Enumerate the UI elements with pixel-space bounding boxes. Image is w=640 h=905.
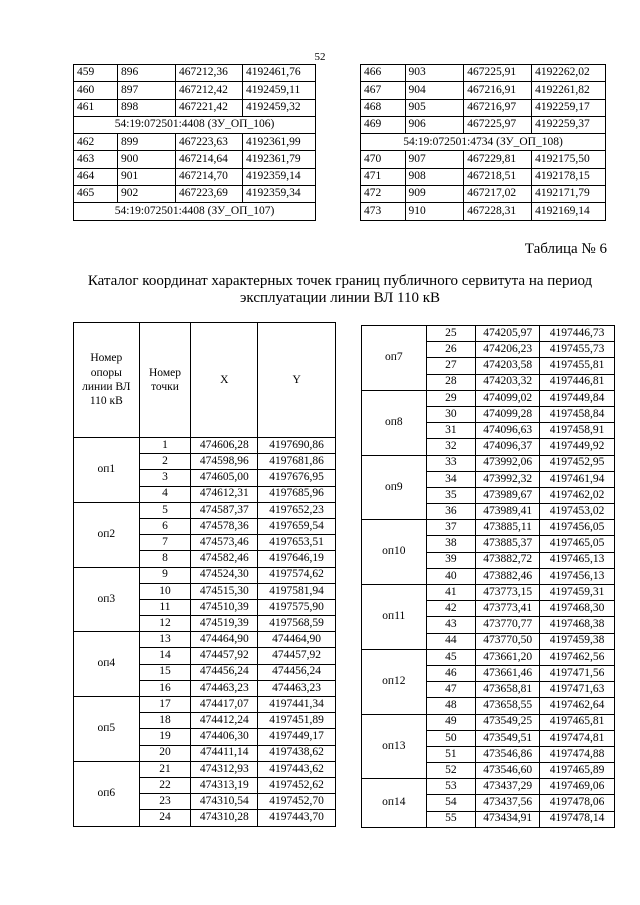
coordinate-row bbox=[361, 168, 606, 185]
support-name: оп8 bbox=[362, 390, 427, 455]
coordinate-row bbox=[361, 186, 606, 203]
coord-y: 4197676,95 bbox=[258, 470, 336, 486]
coord-y: 474457,92 bbox=[258, 648, 336, 664]
point-number: 6 bbox=[139, 518, 191, 534]
point-number: 14 bbox=[139, 648, 191, 664]
point-number: 45 bbox=[426, 649, 476, 665]
point-number: 899 bbox=[118, 134, 176, 151]
page-number: 52 bbox=[314, 51, 326, 63]
coordinate-row bbox=[74, 82, 316, 99]
row-index: 472 bbox=[361, 186, 406, 203]
point-number: 908 bbox=[405, 168, 464, 185]
support-name: оп9 bbox=[362, 455, 427, 520]
coord-y: 4192178,15 bbox=[532, 168, 606, 185]
coord-x: 473549,51 bbox=[476, 730, 540, 746]
coord-y: 4197441,34 bbox=[258, 697, 336, 713]
catalog-row bbox=[362, 779, 615, 795]
coord-y: 4192169,14 bbox=[532, 203, 606, 220]
point-number: 10 bbox=[139, 583, 191, 599]
coord-x: 473661,20 bbox=[476, 649, 540, 665]
coord-y: 474456,24 bbox=[258, 664, 336, 680]
coord-x: 467216,91 bbox=[464, 82, 532, 99]
coord-x: 473989,41 bbox=[476, 504, 540, 520]
row-index: 462 bbox=[74, 134, 118, 151]
coord-x: 474417,07 bbox=[191, 697, 258, 713]
point-number: 903 bbox=[405, 65, 464, 82]
coord-y: 4192361,79 bbox=[243, 151, 316, 168]
point-number: 897 bbox=[118, 82, 176, 99]
coord-y: 4197468,30 bbox=[540, 601, 615, 617]
point-number: 910 bbox=[405, 203, 464, 220]
coord-x: 467218,51 bbox=[464, 168, 532, 185]
support-name: оп1 bbox=[74, 438, 140, 503]
coord-x: 473882,72 bbox=[476, 552, 540, 568]
coord-x: 474203,32 bbox=[476, 374, 540, 390]
coord-y: 4192261,82 bbox=[532, 82, 606, 99]
coord-y: 4197465,81 bbox=[540, 714, 615, 730]
catalog-title-line2: эксплуатации линии ВЛ 110 кВ bbox=[239, 290, 440, 306]
point-number: 896 bbox=[118, 65, 176, 82]
coordinate-row bbox=[74, 99, 316, 116]
coord-y: 4197446,73 bbox=[540, 326, 615, 342]
coord-x: 474313,19 bbox=[191, 777, 258, 793]
header-point-number: Номер точки bbox=[139, 323, 191, 438]
coord-x: 473773,15 bbox=[476, 585, 540, 601]
top-right-table-body bbox=[361, 65, 606, 221]
cadastral-number: 54:19:072501:4408 (ЗУ_ОП_107) bbox=[74, 203, 316, 220]
point-number: 22 bbox=[139, 777, 191, 793]
coord-y: 4197446,81 bbox=[540, 374, 615, 390]
coord-x: 467229,81 bbox=[464, 151, 532, 168]
coord-y: 4197465,89 bbox=[540, 763, 615, 779]
coord-y: 4197653,51 bbox=[258, 535, 336, 551]
top-left-table-body bbox=[74, 65, 316, 221]
point-number: 3 bbox=[139, 470, 191, 486]
coord-y: 4197458,84 bbox=[540, 406, 615, 422]
coord-x: 473770,50 bbox=[476, 633, 540, 649]
point-number: 898 bbox=[118, 99, 176, 116]
point-number: 28 bbox=[426, 374, 476, 390]
support-name: оп2 bbox=[74, 502, 140, 567]
coord-y: 4197438,62 bbox=[258, 745, 336, 761]
coord-y: 4192459,32 bbox=[243, 99, 316, 116]
point-number: 55 bbox=[426, 811, 476, 827]
coord-x: 473992,06 bbox=[476, 455, 540, 471]
support-name: оп14 bbox=[362, 779, 427, 828]
catalog-row bbox=[362, 520, 615, 536]
coord-x: 473661,46 bbox=[476, 665, 540, 681]
point-number: 32 bbox=[426, 439, 476, 455]
coord-x: 473885,37 bbox=[476, 536, 540, 552]
coord-x: 474606,28 bbox=[191, 438, 258, 454]
coord-y: 4197461,94 bbox=[540, 471, 615, 487]
coord-y: 4197474,81 bbox=[540, 730, 615, 746]
coord-x: 474524,30 bbox=[191, 567, 258, 583]
coord-x: 474206,23 bbox=[476, 342, 540, 358]
catalog-row bbox=[74, 632, 336, 648]
catalog-row bbox=[74, 438, 336, 454]
coord-x: 473549,25 bbox=[476, 714, 540, 730]
support-name: оп11 bbox=[362, 585, 427, 650]
row-index: 470 bbox=[361, 151, 406, 168]
catalog-row bbox=[362, 326, 615, 342]
coord-y: 4197453,02 bbox=[540, 504, 615, 520]
coord-y: 4192359,34 bbox=[243, 186, 316, 203]
coord-x: 473992,32 bbox=[476, 471, 540, 487]
coord-x: 467216,97 bbox=[464, 99, 532, 116]
row-index: 466 bbox=[361, 65, 406, 82]
coord-x: 474463,23 bbox=[191, 680, 258, 696]
row-index: 473 bbox=[361, 203, 406, 220]
coord-x: 473658,81 bbox=[476, 682, 540, 698]
coord-x: 474411,14 bbox=[191, 745, 258, 761]
point-number: 23 bbox=[139, 794, 191, 810]
coord-y: 4197456,13 bbox=[540, 568, 615, 584]
coord-y: 4197574,62 bbox=[258, 567, 336, 583]
coord-x: 474406,30 bbox=[191, 729, 258, 745]
support-name: оп5 bbox=[74, 697, 140, 762]
point-number: 9 bbox=[139, 567, 191, 583]
coord-y: 4192359,14 bbox=[243, 168, 316, 185]
point-number: 36 bbox=[426, 504, 476, 520]
catalog-title-line1: Каталог координат характерных точек границ публичного сервитута на период bbox=[87, 273, 593, 289]
coord-x: 467223,63 bbox=[176, 134, 243, 151]
coord-y: 4197452,70 bbox=[258, 794, 336, 810]
coord-y: 4192361,99 bbox=[243, 134, 316, 151]
coord-y: 4197468,38 bbox=[540, 617, 615, 633]
coordinate-row bbox=[361, 116, 606, 133]
catalog-row bbox=[74, 761, 336, 777]
point-number: 20 bbox=[139, 745, 191, 761]
point-number: 30 bbox=[426, 406, 476, 422]
row-index: 461 bbox=[74, 99, 118, 116]
coord-y: 4197458,91 bbox=[540, 423, 615, 439]
coord-y: 4197478,06 bbox=[540, 795, 615, 811]
coordinate-row bbox=[74, 65, 316, 82]
coord-y: 4197459,31 bbox=[540, 585, 615, 601]
point-number: 35 bbox=[426, 487, 476, 503]
coord-y: 4197456,05 bbox=[540, 520, 615, 536]
point-number: 7 bbox=[139, 535, 191, 551]
coord-x: 467214,64 bbox=[176, 151, 243, 168]
point-number: 4 bbox=[139, 486, 191, 502]
coord-x: 473885,11 bbox=[476, 520, 540, 536]
support-name: оп12 bbox=[362, 649, 427, 714]
coord-x: 467225,91 bbox=[464, 65, 532, 82]
catalog-header-row bbox=[74, 323, 336, 438]
point-number: 34 bbox=[426, 471, 476, 487]
row-index: 467 bbox=[361, 82, 406, 99]
coord-x: 473546,60 bbox=[476, 763, 540, 779]
point-number: 33 bbox=[426, 455, 476, 471]
coord-x: 467225,97 bbox=[464, 116, 532, 133]
point-number: 19 bbox=[139, 729, 191, 745]
point-number: 40 bbox=[426, 568, 476, 584]
point-number: 38 bbox=[426, 536, 476, 552]
coord-y: 4192262,02 bbox=[532, 65, 606, 82]
coord-y: 4197581,94 bbox=[258, 583, 336, 599]
coord-y: 4197462,64 bbox=[540, 698, 615, 714]
coordinate-row bbox=[74, 151, 316, 168]
point-number: 37 bbox=[426, 520, 476, 536]
coord-x: 473434,91 bbox=[476, 811, 540, 827]
row-index: 464 bbox=[74, 168, 118, 185]
coord-x: 473437,29 bbox=[476, 779, 540, 795]
coord-y: 4197471,56 bbox=[540, 665, 615, 681]
coord-x: 474587,37 bbox=[191, 502, 258, 518]
coord-x: 467214,70 bbox=[176, 168, 243, 185]
point-number: 11 bbox=[139, 599, 191, 615]
coord-y: 4197474,88 bbox=[540, 746, 615, 762]
coord-x: 467212,42 bbox=[176, 82, 243, 99]
coordinate-row bbox=[74, 186, 316, 203]
coord-x: 473770,77 bbox=[476, 617, 540, 633]
cadastral-number: 54:19:072501:4734 (ЗУ_ОП_108) bbox=[361, 134, 606, 151]
catalog-left-body bbox=[74, 438, 336, 827]
coord-x: 474099,28 bbox=[476, 406, 540, 422]
table-label: Таблица № 6 bbox=[524, 241, 607, 257]
catalog-table-right bbox=[361, 325, 615, 828]
point-number: 27 bbox=[426, 358, 476, 374]
coordinate-row bbox=[361, 82, 606, 99]
coord-y: 4197455,81 bbox=[540, 358, 615, 374]
point-number: 41 bbox=[426, 585, 476, 601]
catalog-row bbox=[362, 585, 615, 601]
row-index: 469 bbox=[361, 116, 406, 133]
coordinate-row bbox=[74, 134, 316, 151]
point-number: 13 bbox=[139, 632, 191, 648]
coord-x: 467228,31 bbox=[464, 203, 532, 220]
coord-y: 4192461,76 bbox=[243, 65, 316, 82]
coord-y: 4192259,37 bbox=[532, 116, 606, 133]
row-index: 465 bbox=[74, 186, 118, 203]
row-index: 471 bbox=[361, 168, 406, 185]
point-number: 18 bbox=[139, 713, 191, 729]
coord-x: 474578,36 bbox=[191, 518, 258, 534]
point-number: 48 bbox=[426, 698, 476, 714]
coord-y: 4197646,19 bbox=[258, 551, 336, 567]
coord-y: 4197465,13 bbox=[540, 552, 615, 568]
coord-x: 474099,02 bbox=[476, 390, 540, 406]
coord-x: 467212,36 bbox=[176, 65, 243, 82]
top-left-coordinates-table bbox=[73, 64, 316, 221]
coord-y: 4197449,92 bbox=[540, 439, 615, 455]
coord-y: 4197471,63 bbox=[540, 682, 615, 698]
point-number: 17 bbox=[139, 697, 191, 713]
coordinate-row bbox=[361, 99, 606, 116]
catalog-right-body bbox=[362, 326, 615, 828]
coord-y: 4197469,06 bbox=[540, 779, 615, 795]
coord-y: 4197451,89 bbox=[258, 713, 336, 729]
point-number: 8 bbox=[139, 551, 191, 567]
point-number: 44 bbox=[426, 633, 476, 649]
support-name: оп3 bbox=[74, 567, 140, 632]
point-number: 51 bbox=[426, 746, 476, 762]
coord-y: 4197659,54 bbox=[258, 518, 336, 534]
point-number: 42 bbox=[426, 601, 476, 617]
cadastral-number-row bbox=[361, 134, 606, 151]
coord-x: 473437,56 bbox=[476, 795, 540, 811]
coord-x: 474457,92 bbox=[191, 648, 258, 664]
header-y: Y bbox=[258, 323, 336, 438]
coord-y: 4192459,11 bbox=[243, 82, 316, 99]
point-number: 1 bbox=[139, 438, 191, 454]
coord-x: 474312,93 bbox=[191, 761, 258, 777]
row-index: 460 bbox=[74, 82, 118, 99]
catalog-title bbox=[70, 273, 610, 307]
coord-y: 4197459,38 bbox=[540, 633, 615, 649]
coord-y: 4197575,90 bbox=[258, 599, 336, 615]
coord-x: 474096,63 bbox=[476, 423, 540, 439]
coord-x: 474519,39 bbox=[191, 616, 258, 632]
coord-x: 474464,90 bbox=[191, 632, 258, 648]
catalog-row bbox=[362, 649, 615, 665]
coordinate-row bbox=[361, 203, 606, 220]
coord-x: 473658,55 bbox=[476, 698, 540, 714]
coord-x: 467223,69 bbox=[176, 186, 243, 203]
coord-y: 474464,90 bbox=[258, 632, 336, 648]
coord-x: 473989,67 bbox=[476, 487, 540, 503]
point-number: 5 bbox=[139, 502, 191, 518]
coord-y: 4192171,79 bbox=[532, 186, 606, 203]
point-number: 43 bbox=[426, 617, 476, 633]
point-number: 909 bbox=[405, 186, 464, 203]
point-number: 25 bbox=[426, 326, 476, 342]
point-number: 26 bbox=[426, 342, 476, 358]
cadastral-number-row bbox=[74, 116, 316, 133]
catalog-row bbox=[74, 697, 336, 713]
catalog-row bbox=[362, 455, 615, 471]
coord-x: 473773,41 bbox=[476, 601, 540, 617]
point-number: 904 bbox=[405, 82, 464, 99]
row-index: 463 bbox=[74, 151, 118, 168]
support-name: оп4 bbox=[74, 632, 140, 697]
coordinate-row bbox=[74, 168, 316, 185]
coord-x: 474573,46 bbox=[191, 535, 258, 551]
point-number: 39 bbox=[426, 552, 476, 568]
coord-y: 4197465,05 bbox=[540, 536, 615, 552]
coord-y: 4197568,59 bbox=[258, 616, 336, 632]
coord-y: 4197455,73 bbox=[540, 342, 615, 358]
point-number: 905 bbox=[405, 99, 464, 116]
row-index: 459 bbox=[74, 65, 118, 82]
point-number: 15 bbox=[139, 664, 191, 680]
point-number: 12 bbox=[139, 616, 191, 632]
catalog-row bbox=[362, 390, 615, 406]
coord-x: 473882,46 bbox=[476, 568, 540, 584]
coord-x: 474612,31 bbox=[191, 486, 258, 502]
coord-x: 474412,24 bbox=[191, 713, 258, 729]
coord-y: 4192175,50 bbox=[532, 151, 606, 168]
coord-x: 474510,39 bbox=[191, 599, 258, 615]
point-number: 16 bbox=[139, 680, 191, 696]
point-number: 47 bbox=[426, 682, 476, 698]
catalog-row bbox=[362, 714, 615, 730]
point-number: 54 bbox=[426, 795, 476, 811]
point-number: 46 bbox=[426, 665, 476, 681]
coord-y: 4197690,86 bbox=[258, 438, 336, 454]
point-number: 24 bbox=[139, 810, 191, 826]
coord-x: 474456,24 bbox=[191, 664, 258, 680]
cadastral-number: 54:19:072501:4408 (ЗУ_ОП_106) bbox=[74, 116, 316, 133]
coord-y: 4197462,02 bbox=[540, 487, 615, 503]
row-index: 468 bbox=[361, 99, 406, 116]
coord-y: 4197449,84 bbox=[540, 390, 615, 406]
coordinate-row bbox=[361, 65, 606, 82]
catalog-row bbox=[74, 502, 336, 518]
coord-y: 4192259,17 bbox=[532, 99, 606, 116]
support-name: оп13 bbox=[362, 714, 427, 779]
coord-x: 474598,96 bbox=[191, 454, 258, 470]
coord-x: 474515,30 bbox=[191, 583, 258, 599]
coord-x: 474203,58 bbox=[476, 358, 540, 374]
coord-y: 4197452,62 bbox=[258, 777, 336, 793]
point-number: 53 bbox=[426, 779, 476, 795]
coord-y: 4197462,56 bbox=[540, 649, 615, 665]
coord-x: 467221,42 bbox=[176, 99, 243, 116]
point-number: 907 bbox=[405, 151, 464, 168]
point-number: 49 bbox=[426, 714, 476, 730]
point-number: 2 bbox=[139, 454, 191, 470]
catalog-row bbox=[74, 567, 336, 583]
coord-x: 474605,00 bbox=[191, 470, 258, 486]
top-right-coordinates-table bbox=[360, 64, 606, 221]
header-x: X bbox=[191, 323, 258, 438]
catalog-table-left bbox=[73, 322, 336, 827]
point-number: 52 bbox=[426, 763, 476, 779]
point-number: 901 bbox=[118, 168, 176, 185]
coord-x: 474582,46 bbox=[191, 551, 258, 567]
header-support-number: Номер опоры линии ВЛ 110 кВ bbox=[74, 323, 140, 438]
point-number: 900 bbox=[118, 151, 176, 168]
coord-x: 474205,97 bbox=[476, 326, 540, 342]
point-number: 50 bbox=[426, 730, 476, 746]
coord-y: 4197681,86 bbox=[258, 454, 336, 470]
coord-x: 467217,02 bbox=[464, 186, 532, 203]
coord-x: 473546,86 bbox=[476, 746, 540, 762]
coord-x: 474310,54 bbox=[191, 794, 258, 810]
support-name: оп7 bbox=[362, 326, 427, 391]
coord-y: 4197478,14 bbox=[540, 811, 615, 827]
coord-y: 4197443,62 bbox=[258, 761, 336, 777]
coord-y: 4197685,96 bbox=[258, 486, 336, 502]
point-number: 29 bbox=[426, 390, 476, 406]
coordinate-row bbox=[361, 151, 606, 168]
coord-x: 474310,28 bbox=[191, 810, 258, 826]
coord-y: 4197449,17 bbox=[258, 729, 336, 745]
cadastral-number-row bbox=[74, 203, 316, 220]
support-name: оп6 bbox=[74, 761, 140, 826]
coord-y: 4197652,23 bbox=[258, 502, 336, 518]
point-number: 902 bbox=[118, 186, 176, 203]
point-number: 21 bbox=[139, 761, 191, 777]
coord-x: 474096,37 bbox=[476, 439, 540, 455]
point-number: 906 bbox=[405, 116, 464, 133]
support-name: оп10 bbox=[362, 520, 427, 585]
coord-y: 4197452,95 bbox=[540, 455, 615, 471]
coord-y: 4197443,70 bbox=[258, 810, 336, 826]
coord-y: 474463,23 bbox=[258, 680, 336, 696]
point-number: 31 bbox=[426, 423, 476, 439]
